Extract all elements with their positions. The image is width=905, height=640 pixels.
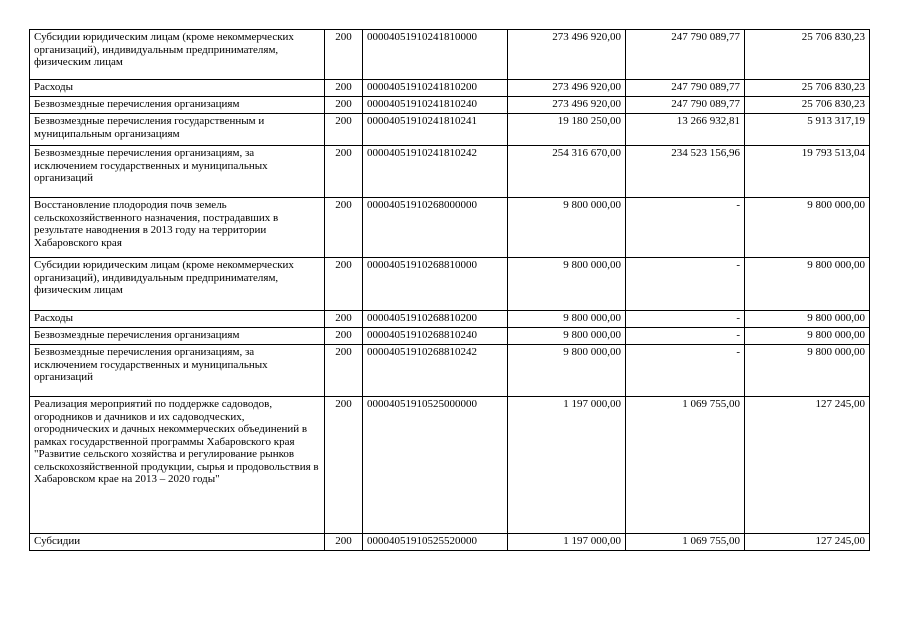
row-approved-cell: 273 496 920,00 [508, 80, 626, 97]
row-name-cell: Субсидии [30, 534, 325, 551]
row-executed-cell: - [626, 328, 745, 345]
row-executed-cell: 1 069 755,00 [626, 534, 745, 551]
row-executed-cell: 247 790 089,77 [626, 30, 745, 80]
row-code-cell: 200 [325, 114, 363, 146]
row-code-cell: 200 [325, 146, 363, 198]
table-row [30, 97, 870, 114]
row-remaining-cell: 9 800 000,00 [745, 258, 870, 311]
row-name-cell: Субсидии юридическим лицам (кроме некоммерческих организаций), индивидуальным предпринимателям, физическим лицам [30, 30, 325, 80]
row-remaining-cell: 5 913 317,19 [745, 114, 870, 146]
row-code-cell: 200 [325, 80, 363, 97]
table-row [30, 30, 870, 80]
row-executed-cell: - [626, 258, 745, 311]
row-remaining-cell: 19 793 513,04 [745, 146, 870, 198]
row-executed-cell: 13 266 932,81 [626, 114, 745, 146]
table-row [30, 146, 870, 198]
row-remaining-cell: 9 800 000,00 [745, 198, 870, 258]
row-approved-cell: 9 800 000,00 [508, 311, 626, 328]
table-row [30, 80, 870, 97]
row-code-cell: 200 [325, 328, 363, 345]
table-row [30, 311, 870, 328]
row-code-cell: 200 [325, 345, 363, 397]
row-approved-cell: 9 800 000,00 [508, 258, 626, 311]
row-executed-cell: 234 523 156,96 [626, 146, 745, 198]
row-remaining-cell: 25 706 830,23 [745, 80, 870, 97]
row-executed-cell: 1 069 755,00 [626, 397, 745, 534]
row-approved-cell: 254 316 670,00 [508, 146, 626, 198]
row-approved-cell: 9 800 000,00 [508, 198, 626, 258]
row-executed-cell: - [626, 198, 745, 258]
row-classification-cell: 00004051910241810242 [363, 146, 508, 198]
table-row [30, 345, 870, 397]
row-approved-cell: 273 496 920,00 [508, 97, 626, 114]
row-approved-cell: 273 496 920,00 [508, 30, 626, 80]
row-code-cell: 200 [325, 397, 363, 534]
row-code-cell: 200 [325, 198, 363, 258]
row-name-cell: Безвозмездные перечисления организациям [30, 328, 325, 345]
row-approved-cell: 9 800 000,00 [508, 345, 626, 397]
row-classification-cell: 00004051910268810200 [363, 311, 508, 328]
row-remaining-cell: 9 800 000,00 [745, 311, 870, 328]
row-remaining-cell: 9 800 000,00 [745, 328, 870, 345]
row-classification-cell: 00004051910268000000 [363, 198, 508, 258]
row-name-cell: Расходы [30, 80, 325, 97]
budget-execution-table [29, 29, 870, 551]
table-row [30, 534, 870, 551]
row-executed-cell: 247 790 089,77 [626, 97, 745, 114]
row-name-cell: Восстановление плодородия почв земель сельскохозяйственного назначения, пострадавших в результате наводнения в 2013 году на территории Хабаровского края [30, 198, 325, 258]
row-classification-cell: 00004051910241810240 [363, 97, 508, 114]
row-name-cell: Безвозмездные перечисления организациям, за исключением государственных и муниципальных организаций [30, 146, 325, 198]
row-code-cell: 200 [325, 311, 363, 328]
row-executed-cell: - [626, 345, 745, 397]
row-remaining-cell: 25 706 830,23 [745, 97, 870, 114]
row-name-cell: Безвозмездные перечисления государственным и муниципальным организациям [30, 114, 325, 146]
row-remaining-cell: 9 800 000,00 [745, 345, 870, 397]
table-row [30, 198, 870, 258]
row-name-cell: Безвозмездные перечисления организациям, за исключением государственных и муниципальных организаций [30, 345, 325, 397]
row-approved-cell: 19 180 250,00 [508, 114, 626, 146]
row-classification-cell: 00004051910268810242 [363, 345, 508, 397]
row-code-cell: 200 [325, 30, 363, 80]
table-row [30, 397, 870, 534]
row-approved-cell: 1 197 000,00 [508, 397, 626, 534]
row-executed-cell: 247 790 089,77 [626, 80, 745, 97]
row-classification-cell: 00004051910241810000 [363, 30, 508, 80]
row-code-cell: 200 [325, 97, 363, 114]
row-classification-cell: 00004051910268810000 [363, 258, 508, 311]
table-row [30, 328, 870, 345]
row-code-cell: 200 [325, 258, 363, 311]
row-classification-cell: 00004051910525000000 [363, 397, 508, 534]
row-classification-cell: 00004051910268810240 [363, 328, 508, 345]
row-classification-cell: 00004051910241810200 [363, 80, 508, 97]
row-approved-cell: 1 197 000,00 [508, 534, 626, 551]
row-remaining-cell: 127 245,00 [745, 397, 870, 534]
table-row [30, 258, 870, 311]
row-classification-cell: 00004051910241810241 [363, 114, 508, 146]
row-name-cell: Расходы [30, 311, 325, 328]
row-executed-cell: - [626, 311, 745, 328]
row-name-cell: Субсидии юридическим лицам (кроме некоммерческих организаций), индивидуальным предпринимателям, физическим лицам [30, 258, 325, 311]
row-approved-cell: 9 800 000,00 [508, 328, 626, 345]
row-name-cell: Безвозмездные перечисления организациям [30, 97, 325, 114]
row-classification-cell: 00004051910525520000 [363, 534, 508, 551]
table-row [30, 114, 870, 146]
row-code-cell: 200 [325, 534, 363, 551]
row-name-cell: Реализация мероприятий по поддержке садоводов, огородников и дачников и их садоводческих, огороднических и дачных некоммерческих объединений в рамках государственной программы Хабаровского края "Развитие сельского хозяйства и регулирование рынков сельскохозяйственной продукции, сырья и продовольствия в Хабаровском крае на 2013 – 2020 годы" [30, 397, 325, 534]
row-remaining-cell: 127 245,00 [745, 534, 870, 551]
row-remaining-cell: 25 706 830,23 [745, 30, 870, 80]
